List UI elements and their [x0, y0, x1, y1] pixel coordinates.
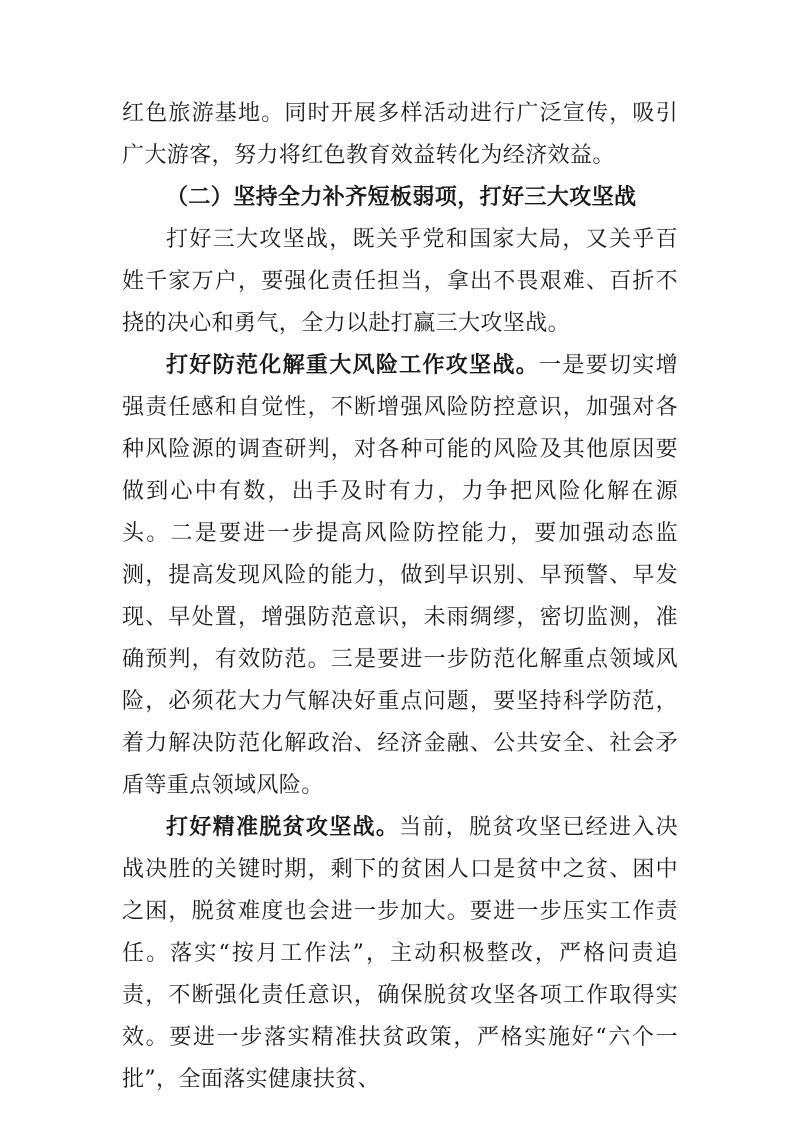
poverty-paragraph — [122, 807, 678, 1101]
risk-paragraph-lead: 打好防范化解重大风险工作攻坚战。 — [166, 353, 540, 378]
section-heading: （二）坚持全力补齐短板弱项，打好三大攻坚战 — [166, 185, 637, 210]
intro-paragraph: 红色旅游基地。同时开展多样活动进行广泛宣传，吸引广大游客，努力将红色教育效益转化为经济效益。 — [122, 101, 678, 168]
document-body — [122, 93, 678, 1101]
poverty-paragraph-body: 当前，脱贫攻坚已经进入决战决胜的关键时期，剩下的贫困人口是贫中之贫、困中之困，脱贫难度也会进一步加大。要进一步压实工作责任。落实“按月工作法”，主动积极整改，严格问责追责，不断强化责任意识，确保脱贫攻坚各项工作取得实效。要进一步落实精准扶贫政策，严格实施好“六个一批”，全面落实健康扶贫、 — [122, 815, 678, 1092]
risk-paragraph-body: 一是要切实增强责任感和自觉性，不断增强风险防控意识，加强对各种风险源的调查研判，对各种可能的风险及其他原因要做到心中有数，出手及时有力，力争把风险化解在源头。二是要进一步提高风险防控能力，要加强动态监测，提高发现风险的能力，做到早识别、早预警、早发现、早处置，增强防范意识，未雨绸缪，密切监测，准确预判，有效防范。三是要进一步防范化解重点领域风险，必须花大力气解决好重点问题，要坚持科学防范，着力解决防范化解政治、经济金融、公共安全、社会矛盾等重点领域风险。 — [122, 353, 679, 798]
poverty-paragraph-lead: 打好精准脱贫攻坚战。 — [166, 815, 400, 840]
section-intro-paragraph: 打好三大攻坚战，既关乎党和国家大局，又关乎百姓千家万户，要强化责任担当，拿出不畏艰难、百折不挠的决心和勇气，全力以赴打赢三大攻坚战。 — [122, 227, 678, 336]
risk-paragraph — [122, 345, 678, 807]
